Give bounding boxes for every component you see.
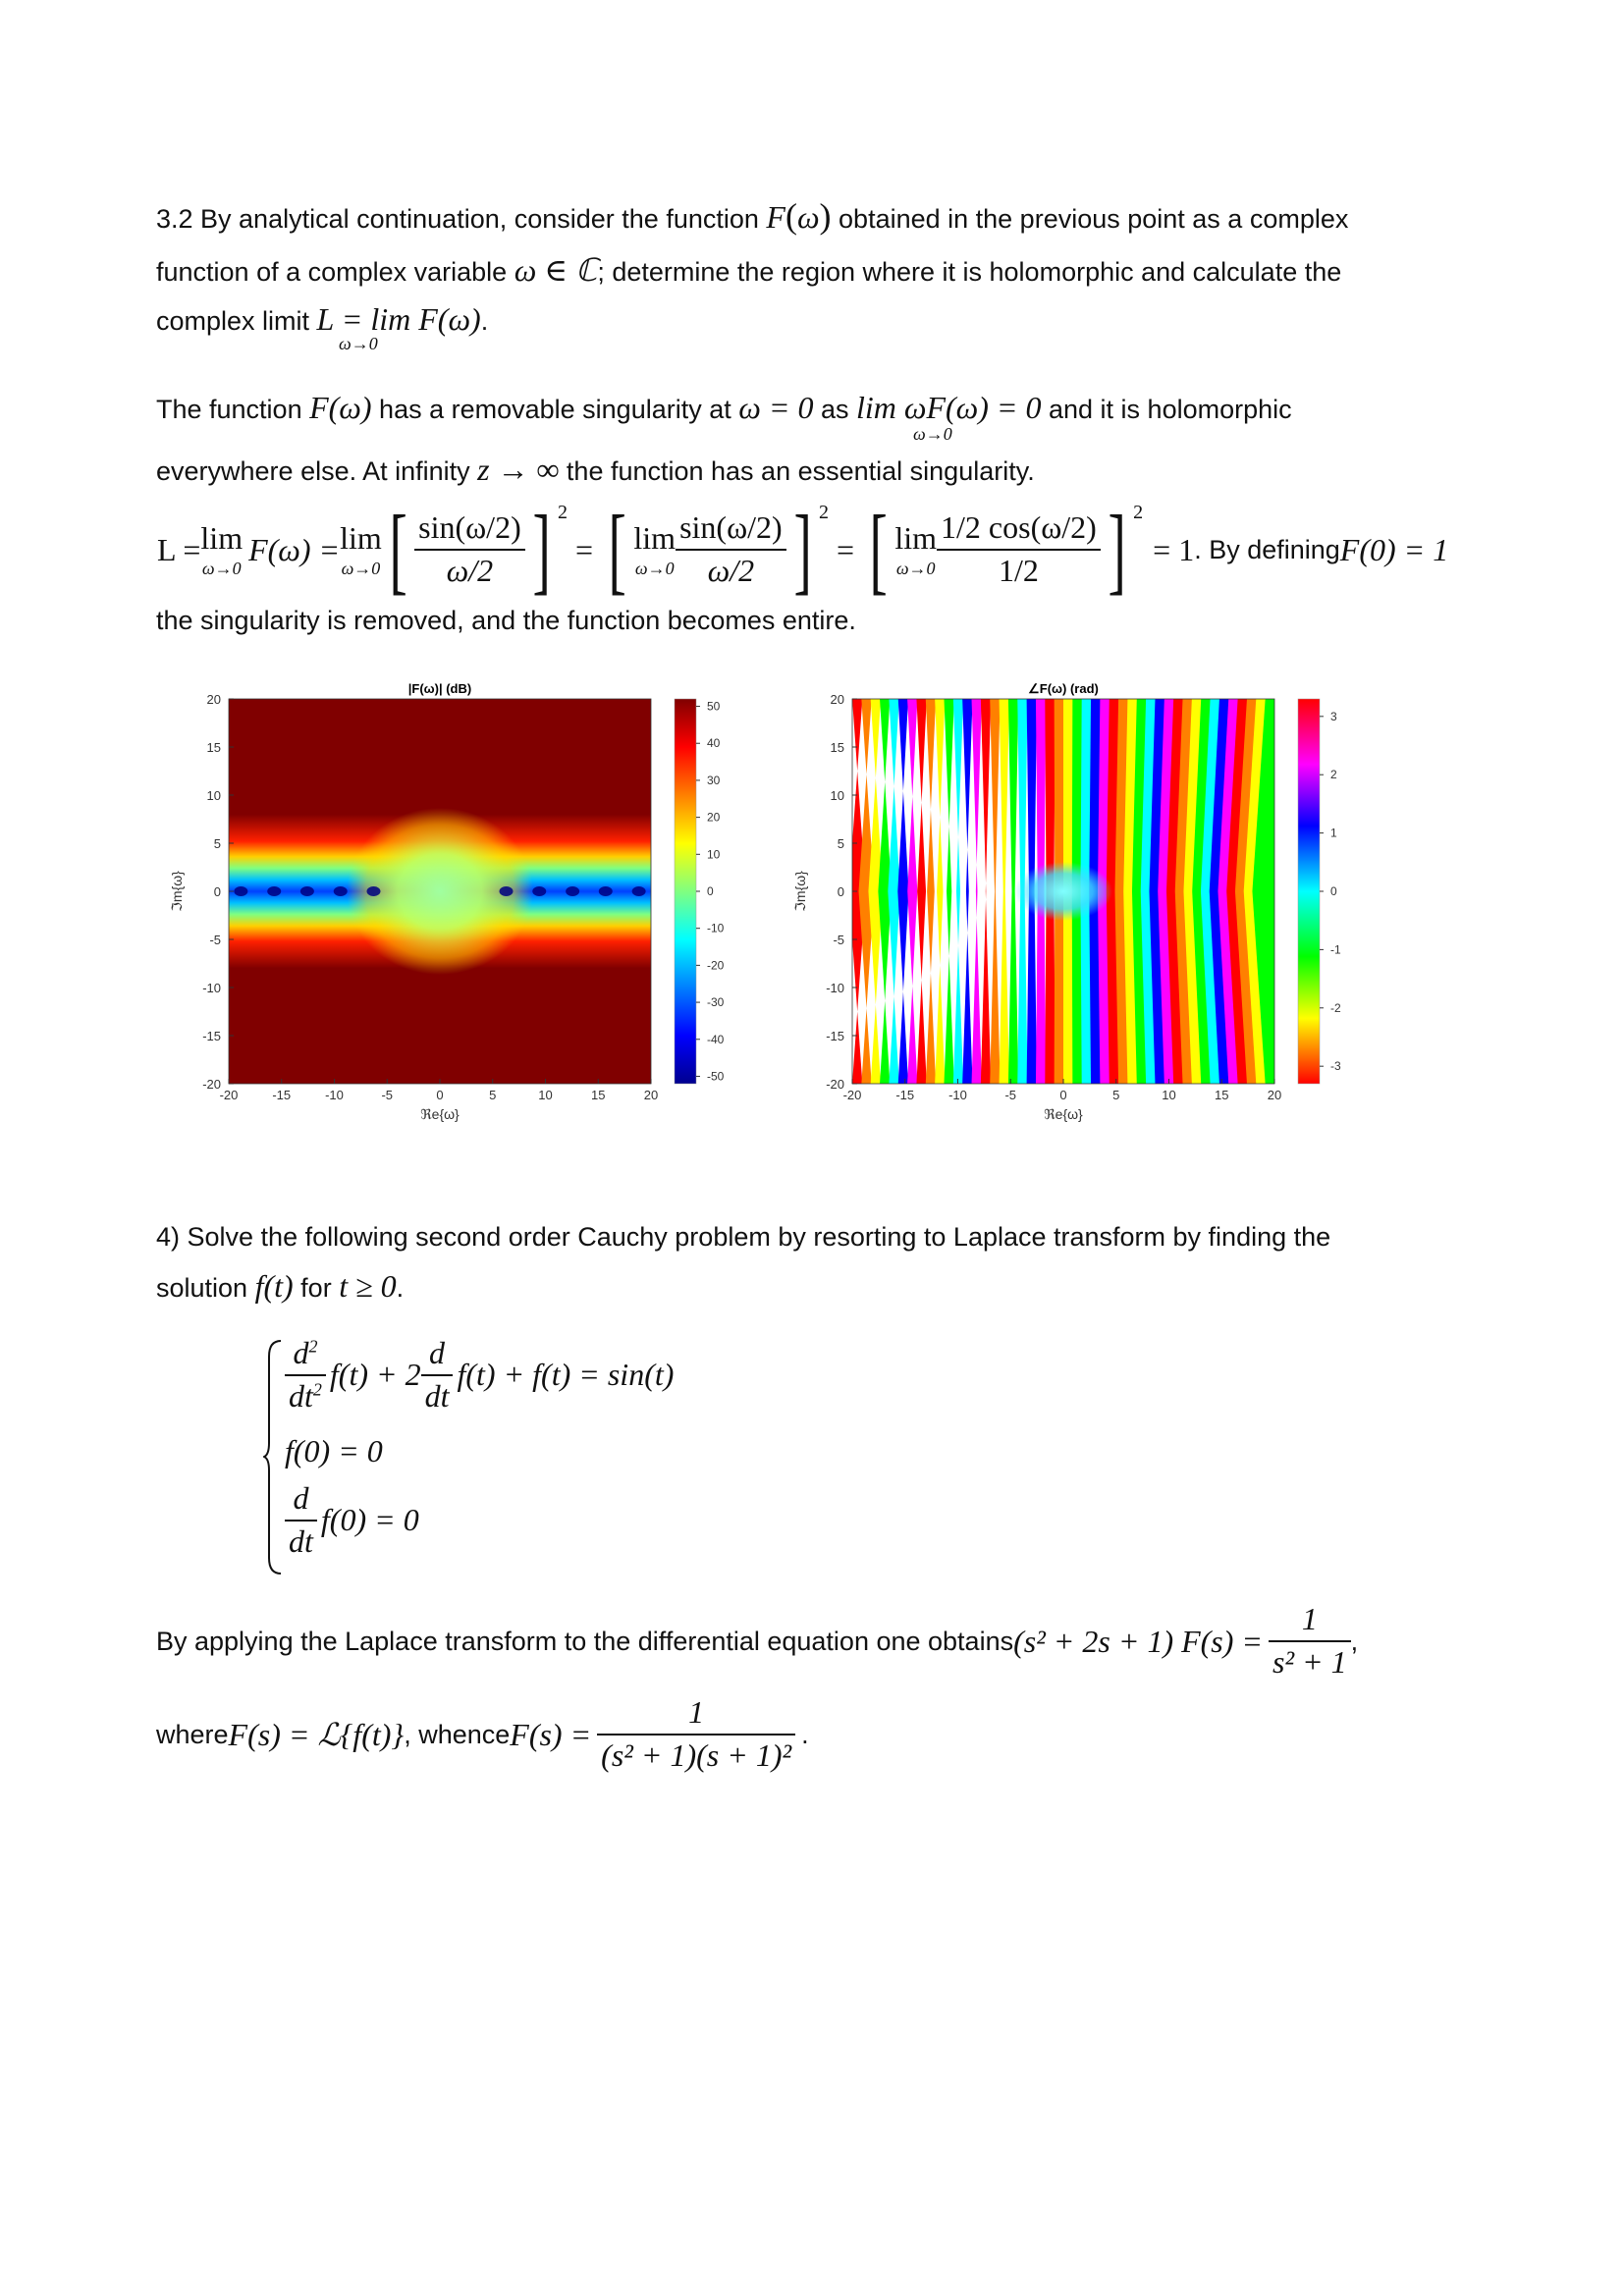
phase-stripe <box>916 699 926 1084</box>
x-tick-label: 0 <box>1059 1088 1067 1102</box>
text: the function has an essential singularity. <box>559 456 1035 486</box>
lim: lim <box>633 520 677 556</box>
text: . <box>801 1719 809 1749</box>
zero-marker <box>599 886 613 896</box>
colorbar-tick-label: -50 <box>707 1069 725 1084</box>
plot-title: ∠F(ω) (rad) <box>1028 681 1099 696</box>
colorbar <box>1298 699 1320 1084</box>
paren: ) <box>819 196 832 236</box>
bracket-close: ] <box>532 495 551 604</box>
colorbar-tick-label: -1 <box>1330 942 1341 957</box>
y-tick-label: -15 <box>202 1029 221 1043</box>
term: f(0) = 0 <box>320 1502 419 1538</box>
zero-marker <box>632 886 646 896</box>
colorbar-tick-label: -40 <box>707 1032 725 1046</box>
exp: 2 <box>312 1378 322 1399</box>
zero-marker <box>300 886 314 896</box>
y-tick-label: 5 <box>837 836 844 851</box>
denominator: ω/2 <box>446 553 494 588</box>
math: z → ∞ <box>477 452 560 487</box>
eq3 <box>285 1482 419 1558</box>
y-tick-label: 0 <box>213 884 221 899</box>
bracket-open: [ <box>869 495 888 604</box>
bracket-close: ] <box>1108 495 1126 604</box>
y-tick-label: -20 <box>826 1077 844 1092</box>
math-omega: ω <box>796 199 820 235</box>
colorbar-tick-label: 50 <box>707 699 721 714</box>
center-region <box>1014 862 1112 921</box>
exponent: 2 <box>558 502 568 523</box>
text: complex limit <box>156 306 317 336</box>
x-tick-label: 20 <box>1267 1088 1282 1102</box>
colorbar-tick-label: 0 <box>707 884 714 898</box>
s32-lim-sub <box>339 334 378 354</box>
colorbar-tick-label: 20 <box>707 810 721 825</box>
phase-stripe <box>990 699 1000 1084</box>
math: ω ∈ ℂ <box>514 252 598 288</box>
numerator: 1 <box>597 1696 795 1735</box>
text: everywhere else. At infinity <box>156 456 478 486</box>
colorbar-tick-label: 3 <box>1330 709 1337 723</box>
colorbar-tick-label: 10 <box>707 847 721 862</box>
d: d <box>293 1335 309 1370</box>
subscript: ω→0 <box>341 559 381 578</box>
y-tick-label: 15 <box>830 740 844 755</box>
zero-marker <box>234 886 247 896</box>
y-axis-label: ℑm{ω} <box>792 871 808 912</box>
numerator: 1 <box>1269 1603 1351 1642</box>
phase-stripe <box>944 699 953 1084</box>
y-tick-label: -5 <box>833 933 844 947</box>
y-tick-label: -10 <box>826 981 844 995</box>
colorbar-tick-label: 40 <box>707 736 721 751</box>
x-tick-label: 0 <box>436 1088 444 1102</box>
fraction <box>597 1696 795 1772</box>
equals: = <box>575 531 594 567</box>
phase-stripe <box>972 699 982 1084</box>
math-limit: L = lim F(ω) <box>316 301 481 337</box>
paren: ( <box>785 196 797 236</box>
x-tick-label: 5 <box>1112 1088 1120 1102</box>
ans-lim-sub <box>913 424 952 445</box>
colorbar-tick-label: 2 <box>1330 768 1337 782</box>
numerator: 1/2 cos(ω/2) <box>937 511 1101 551</box>
exponent: 2 <box>818 502 829 523</box>
x-tick-label: 20 <box>643 1088 659 1102</box>
subscript: ω→0 <box>339 334 378 353</box>
s4-line1: 4) Solve the following second order Cauchy problem by resorting to Laplace transform by finding the <box>156 1222 1331 1252</box>
colorbar-tick-label: -20 <box>707 958 725 973</box>
denominator: 1/2 <box>998 553 1039 588</box>
d-dt <box>421 1337 454 1413</box>
lim-1 <box>200 522 243 577</box>
phase-stripe <box>897 699 908 1084</box>
bracket-open: [ <box>608 495 626 604</box>
colorbar-tick-label: 1 <box>1330 826 1337 840</box>
text: function of a complex variable <box>156 257 514 287</box>
subscript: ω→0 <box>913 424 952 444</box>
text: and it is holomorphic <box>1041 395 1292 424</box>
d: d <box>421 1337 454 1376</box>
lim: lim <box>200 520 244 556</box>
y-tick-label: -10 <box>202 981 221 995</box>
phase-plot <box>785 675 1355 1137</box>
cauchy-system <box>263 1337 774 1577</box>
phase-stripe <box>926 699 936 1084</box>
d: d <box>285 1482 317 1522</box>
colorbar-tick-label: 0 <box>1330 884 1337 898</box>
x-tick-label: -5 <box>1004 1088 1017 1102</box>
where-line <box>156 1690 809 1779</box>
text: as <box>813 395 856 424</box>
math: lim ωF(ω) = 0 <box>855 390 1042 425</box>
lim-2 <box>340 522 382 577</box>
frac-1 <box>414 511 525 587</box>
exponent: 2 <box>1133 502 1144 523</box>
zero-marker <box>267 886 281 896</box>
y-axis-label: ℑm{ω} <box>169 871 185 912</box>
lim: lim <box>340 520 382 556</box>
frac-2 <box>676 511 786 587</box>
phase-stripe <box>907 699 917 1084</box>
s32-line2 <box>156 250 1341 292</box>
text: has a removable singularity at <box>371 395 739 424</box>
math: F(s) = ℒ{f(t)} <box>228 1717 405 1752</box>
text: solution <box>156 1273 255 1303</box>
zero-marker <box>500 886 514 896</box>
definition: F(0) = 1 <box>1339 531 1449 567</box>
text: . <box>396 1273 405 1303</box>
colorbar-tick-label: -10 <box>707 921 725 935</box>
numerator: sin(ω/2) <box>414 511 525 551</box>
d-dt <box>285 1482 317 1558</box>
x-axis-label: ℜe{ω} <box>420 1106 460 1122</box>
math: f(t) <box>254 1268 294 1304</box>
zero-marker <box>532 886 546 896</box>
y-tick-label: -20 <box>202 1077 221 1092</box>
colorbar-tick-label: 30 <box>707 773 721 787</box>
text: 3.2 By analytical continuation, consider the function <box>156 204 767 234</box>
text: ; determine the region where it is holomorphic and calculate the <box>597 257 1342 287</box>
math: (s² + 2s + 1) F(s) = <box>1013 1623 1263 1659</box>
denominator: (s² + 1)(s + 1)² <box>601 1737 792 1773</box>
dt: dt <box>424 1377 450 1414</box>
result: = 1 <box>1153 531 1195 567</box>
x-tick-label: -20 <box>842 1088 862 1102</box>
phase-stripe <box>981 699 991 1084</box>
math: F(ω) <box>309 390 372 425</box>
term: f(t) + 2 <box>329 1357 421 1393</box>
magnitude-plot <box>162 675 741 1137</box>
colorbar-tick-label: -30 <box>707 995 725 1010</box>
plot-title: |F(ω)| (dB) <box>407 681 472 696</box>
y-tick-label: -5 <box>209 933 221 947</box>
fraction <box>1269 1603 1351 1679</box>
text: where <box>156 1719 229 1749</box>
text: for <box>293 1273 340 1303</box>
laplace-line <box>156 1602 1358 1681</box>
limit-equation <box>157 496 1448 604</box>
colorbar <box>675 699 696 1084</box>
math: F(s) = <box>510 1716 592 1752</box>
subscript: ω→0 <box>201 559 242 578</box>
numerator: sin(ω/2) <box>676 511 786 551</box>
bracket-close: ] <box>793 495 812 604</box>
x-tick-label: 5 <box>489 1088 497 1102</box>
colorbar-tick-label: -2 <box>1330 1000 1341 1015</box>
eq2: f(0) = 0 <box>285 1433 383 1468</box>
x-tick-label: -20 <box>219 1088 239 1102</box>
ans-line4: the singularity is removed, and the function becomes entire. <box>156 606 856 635</box>
text: obtained in the previous point as a complex <box>831 204 1349 234</box>
equals: = <box>836 531 855 567</box>
x-tick-label: 10 <box>538 1088 553 1102</box>
text: , whence <box>404 1719 511 1749</box>
zero-marker <box>366 886 380 896</box>
text: The function <box>156 395 310 424</box>
lim-3 <box>633 522 676 577</box>
phase-stripe <box>962 699 972 1084</box>
x-tick-label: -5 <box>381 1088 394 1102</box>
y-tick-label: 20 <box>206 692 221 707</box>
zero-marker <box>566 886 579 896</box>
L-eq: L = <box>157 531 201 567</box>
math-F: F <box>766 199 785 235</box>
math: ω = 0 <box>738 390 814 425</box>
subscript: ω→0 <box>895 559 936 578</box>
s32-line3 <box>156 299 488 341</box>
y-tick-label: -15 <box>826 1029 844 1043</box>
bracket-open: [ <box>389 495 407 604</box>
dt: dt <box>289 1377 313 1414</box>
x-tick-label: -15 <box>895 1088 915 1102</box>
x-tick-label: 15 <box>1215 1088 1229 1102</box>
text: , <box>1350 1626 1359 1656</box>
brace-icon <box>263 1337 283 1577</box>
phase-stripe <box>953 699 963 1084</box>
x-tick-label: -10 <box>325 1088 344 1102</box>
y-tick-label: 10 <box>206 788 221 803</box>
denominator: s² + 1 <box>1272 1644 1347 1680</box>
y-tick-label: 5 <box>213 836 221 851</box>
x-tick-label: -15 <box>272 1088 292 1102</box>
x-tick-label: 15 <box>591 1088 606 1102</box>
denominator: ω/2 <box>707 553 755 588</box>
dt: dt <box>289 1522 313 1559</box>
ans-line1 <box>156 388 1292 429</box>
y-tick-label: 20 <box>830 692 844 707</box>
F-omega: F(ω) = <box>248 531 341 567</box>
term: f(t) + f(t) = sin(t) <box>457 1357 675 1393</box>
d2-dt2 <box>285 1337 326 1413</box>
frac-3 <box>937 511 1101 587</box>
math: t ≥ 0 <box>339 1268 397 1304</box>
colorbar-tick-label: -3 <box>1330 1059 1341 1074</box>
phase-stripe <box>1000 699 1009 1084</box>
s32-line1 <box>156 196 1348 239</box>
ans-line2 <box>156 450 1035 491</box>
y-tick-label: 15 <box>206 740 221 755</box>
subscript: ω→0 <box>634 559 675 578</box>
x-tick-label: 10 <box>1162 1088 1176 1102</box>
text: . <box>480 306 489 336</box>
y-tick-label: 10 <box>830 788 844 803</box>
x-tick-label: -10 <box>948 1088 967 1102</box>
y-tick-label: 0 <box>837 884 844 899</box>
lim-4 <box>894 522 937 577</box>
zero-marker <box>334 886 348 896</box>
s4-line2 <box>156 1266 404 1308</box>
phase-stripe <box>935 699 945 1084</box>
exp: 2 <box>308 1336 318 1357</box>
x-axis-label: ℜe{ω} <box>1044 1106 1083 1122</box>
text: By applying the Laplace transform to the differential equation one obtains <box>156 1626 1014 1656</box>
text: . By defining <box>1194 534 1340 564</box>
eq1 <box>285 1337 674 1413</box>
lim: lim <box>894 520 938 556</box>
